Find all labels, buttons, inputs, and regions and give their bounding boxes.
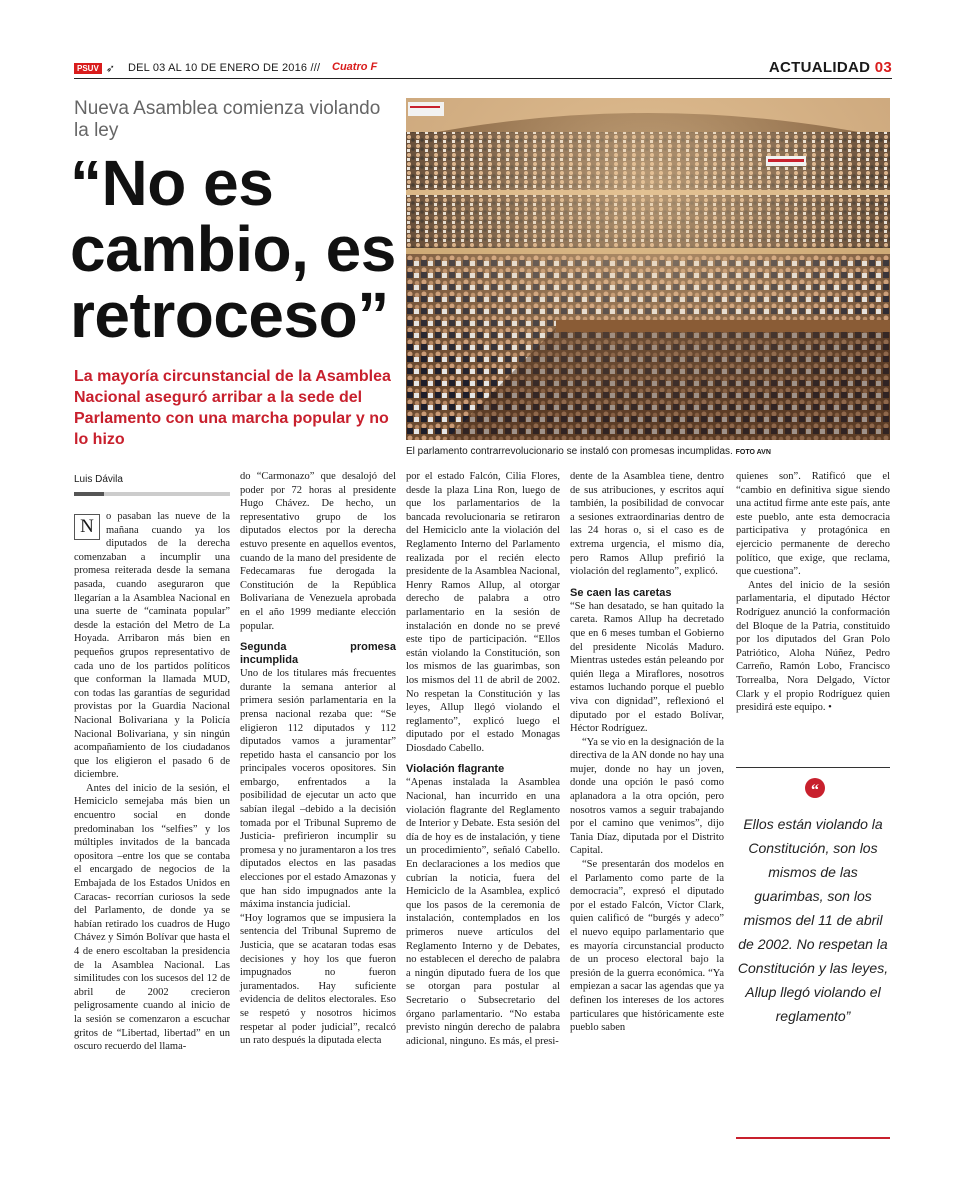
paragraph: “Apenas instalada la Asamblea Nacional, han incurrido en una violación flagrante del Reglamento de Interior y Debate. Esta sesión del día de hoy es de instalación, y tiene un procedimiento”, señaló Cabello. En declaraciones a los medios que cubrían la noticia, fuera del Hemiciclo de la Asamblea, explicó que los pasos de la ceremonia de instalación, contemplados en los primeros nueve artículos del Reglamento Interno y de Debates, no establecen el derecho de palabra a ningún diputado fuera de los que se otorgan para postular al Secretario o Subsecretario del órgano parlamentario. “No estaba previsto ningún derecho de palabra adicional, ninguno. Es más, el presi- <box>406 777 560 1047</box>
psuv-logo <box>74 62 115 75</box>
byline: Luis Dávila <box>74 474 123 485</box>
section-label <box>769 59 892 76</box>
photo-illustration <box>406 98 890 440</box>
headline: “No es cambio, es retroceso” <box>70 147 396 351</box>
issue-date: DEL 03 AL 10 DE ENERO DE 2016 /// <box>128 62 321 74</box>
brand-logo: Cuatro F <box>332 61 378 73</box>
article-column-3 <box>406 470 560 1048</box>
paragraph: o pasaban las nueve de la mañana cuando ya los diputados de la derecha comenzaban a incumplir una promesa reiterada desde la semana pasada, cuando aseguraron que llegarían a la Asamblea Nacional en una suerte de “caminata popular” desde la estación del Metro de La Hoyada. Arribaron más bien en pequeños grupos representativo de cada uno de los partidos políticos que conforman la llamada MUD, con todas las garantías de seguridad provistas por la Guardia Nacional Nacional Bolivariana y la Policía Nacional Bolivariana, y sin ningún acompañamiento de los ciudadanos que los eligieron el pasado 6 de diciembre. <box>74 511 230 781</box>
bird-icon: ➶ <box>105 62 116 75</box>
subheading: Segunda promesa incumplida <box>240 641 396 667</box>
pullquote-bottom-rule <box>736 1137 890 1139</box>
article-column-1 <box>74 510 230 1054</box>
page-number: 03 <box>874 59 892 76</box>
byline-rule-accent <box>74 492 104 496</box>
subheading: Violación flagrante <box>406 763 505 776</box>
paragraph: por el estado Falcón, Cilia Flores, desde la plaza Lina Ron, luego de que los parlamentarios de la bancada revolucionaria se retiraron del Hemiciclo ante la violación del Reglamento Interno del Parlamento realizada por el recién electo presidente de la Asamblea Nacional, Henry Ramos Allup, al otorgar derecho de palabra a otro parlamentario en la sesión de instalación en donde no se prevé este tipo de participación. “Ellos están violando la Constitución, son los mismos de las guarimbas, son los mismos del 11 de abril de 2002. No respetan la Constitución y las leyes, Allup llegó violando el reglamento”, explicó luego el diputado por el estado Monagas Diosdado Cabello. <box>406 471 560 754</box>
article-column-4 <box>570 470 724 1035</box>
subheading: Se caen las caretas <box>570 586 672 599</box>
paragraph: Antes del inicio de la sesión parlamentaria, el diputado Héctor Rodríguez anunció la conformación del Bloque de la Patria, constituido por los diputados del Gran Polo Patriótico, Aloha Núñez, Pedro Carreño, Ramón Lobo, Francisco Torrealba, Nora Delgado, Víctor Clark y el propio Rodríguez quien presidirá este equipo. • <box>736 579 890 714</box>
paragraph: do “Carmonazo” que desalojó del poder por 72 horas al presidente Hugo Chávez. De hecho, un representativo grupo de los diputados electos por la derecha estuvo presente en aquellos eventos, cuando de la mano del presidente de Fedecamaras fue derogada la Constitución de la República Bolivariana de Venezuela aprobada en el año 1999 mediante elección popular. <box>240 471 396 632</box>
header-divider <box>74 78 892 79</box>
pullquote-top-rule <box>736 767 890 768</box>
caption-text: El parlamento contrarrevolucionario se instaló con promesas incumplidas. <box>406 446 733 457</box>
subhead: La mayoría circunstancial de la Asamblea Nacional aseguró arribar a la sede del Parlamento con una marcha popular y no lo hizo <box>74 368 391 448</box>
quote-icon: “ <box>805 778 825 798</box>
paragraph: Antes del inicio de la sesión, el Hemiciclo semejaba más bien un encuentro social en donde predominaban los “selfies” y los múltiples invitados de la bancada opositora –entre los que se contaba el encargado de negocios de la Embajada de los Estados Unidos en Caracas- recorrían curiosos la sede del Parlamento, de donde ya se habían retirado los cuadros de Hugo Chávez y Simón Bolívar que hasta el 4 de enero escoltaban la presidencia de la Asamblea Nacional. Las similitudes con los sucesos del 12 de abril de 2002 crecieron peligrosamente cuando al inicio de la sesión se comenzaron a escuchar gritos de “Libertad, libertad” en un oscuro recuerdo del llama- <box>74 782 230 1053</box>
pullquote: Ellos están violando la Constitución, son los mismos de las guarimbas, son los mismos del 11 de abril de 2002. No respetan la Constitución y las leyes, Allup llegó violando el reglamento” <box>737 816 889 1024</box>
paragraph: “Hoy logramos que se impusiera la sentencia del Tribunal Supremo de Justicia, que se acataran todas esas decisiones y hoy los que fueron impugnados no fueron juramentados. Hay suficiente evidencia de delitos electorales. Eso se respetó y nosotros hicimos respetar al poder judicial”, recalcó un rato después la diputada electa <box>240 912 396 1047</box>
paragraph: Uno de los titulares más frecuentes durante la semana anterior al primera sesión parlamentaria en la prensa nacional rezaba que: “Se eligieron 112 diputados y 112 diputados vamos a juramentar” repetido hasta el cansancio por los principales voceros opositores. Sin embargo, enfrentados a la posibilidad de ejecutar un acto que sabían ilegal –debido a la decisión tomada por el Tribunal Supremo de Justicia- prefirieron incumplir su promesa y no juramentaron a los tres diputados electos en las pasadas elecciones por el estado Amazonas y que han sido impugnados ante la máxima instancia judicial. <box>240 668 396 911</box>
article-column-5 <box>736 470 890 715</box>
photo-caption <box>406 446 890 457</box>
photo-credit: FOTO AVN <box>735 449 771 456</box>
paragraph: “Se han desatado, se han quitado la careta. Ramos Allup ha decretado que en 6 meses tumban el Gobierno del presidente Nicolás Maduro. Mientras ustedes están peleando por quién llega a Miraflores, nosotros estamos luchando porque el pueblo viva con dignidad”, reflexionó el diputado por el estado Bolívar, Héctor Rodríguez. <box>570 600 724 735</box>
section-name: ACTUALIDAD <box>768 59 871 76</box>
paragraph: “Ya se vio en la designación de la directiva de la AN donde no hay una mujer, donde no hay un joven, donde una opción le pasó como aplanadora a la otra opción, pero nosotros vamos a seguir trabajando por el camino que venimos”, dijo Tania Díaz, diputada por el Distrito Capital. <box>570 736 724 857</box>
kicker: Nueva Asamblea comienza violando la ley <box>74 98 381 141</box>
dropcap: N <box>74 514 100 540</box>
paragraph: dente de la Asamblea tiene, dentro de sus atribuciones, y escritos aquí también, la posibilidad de convocar a sesiones extraordinarias dentro de las 24 horas o, si el caso es de extrema urgencia, el mismo día, pero Ramos Allup prefirió la violación del reglamento”, explicó. <box>570 471 724 578</box>
logo-text: PSUV <box>74 63 102 74</box>
paragraph: “Se presentarán dos modelos en el Parlamento como parte de la democracia”, expresó el diputado por el estado Falcón, Víctor Clark, quien calificó de “burgés y adeco” el nuevo equipo parlamentario que es mayoría circunstancial producto de un proceso electoral bajo la presión de la guerra económica. “Ya empiezan a sacar las agendas que ya definen los intereses de los actores particulares que históricamente este pueblo saben <box>570 859 724 1034</box>
parliament-photo <box>406 98 890 440</box>
paragraph: quienes son”. Ratificó que el “cambio en definitiva sigue siendo una actitud firme ante este país, ante este pueblo, ante esta democracia participativa y protagónica en ejercicio permanente de derecho político, que exige, que reclama, que cuestiona”. <box>736 471 890 578</box>
article-column-2 <box>240 470 396 1048</box>
